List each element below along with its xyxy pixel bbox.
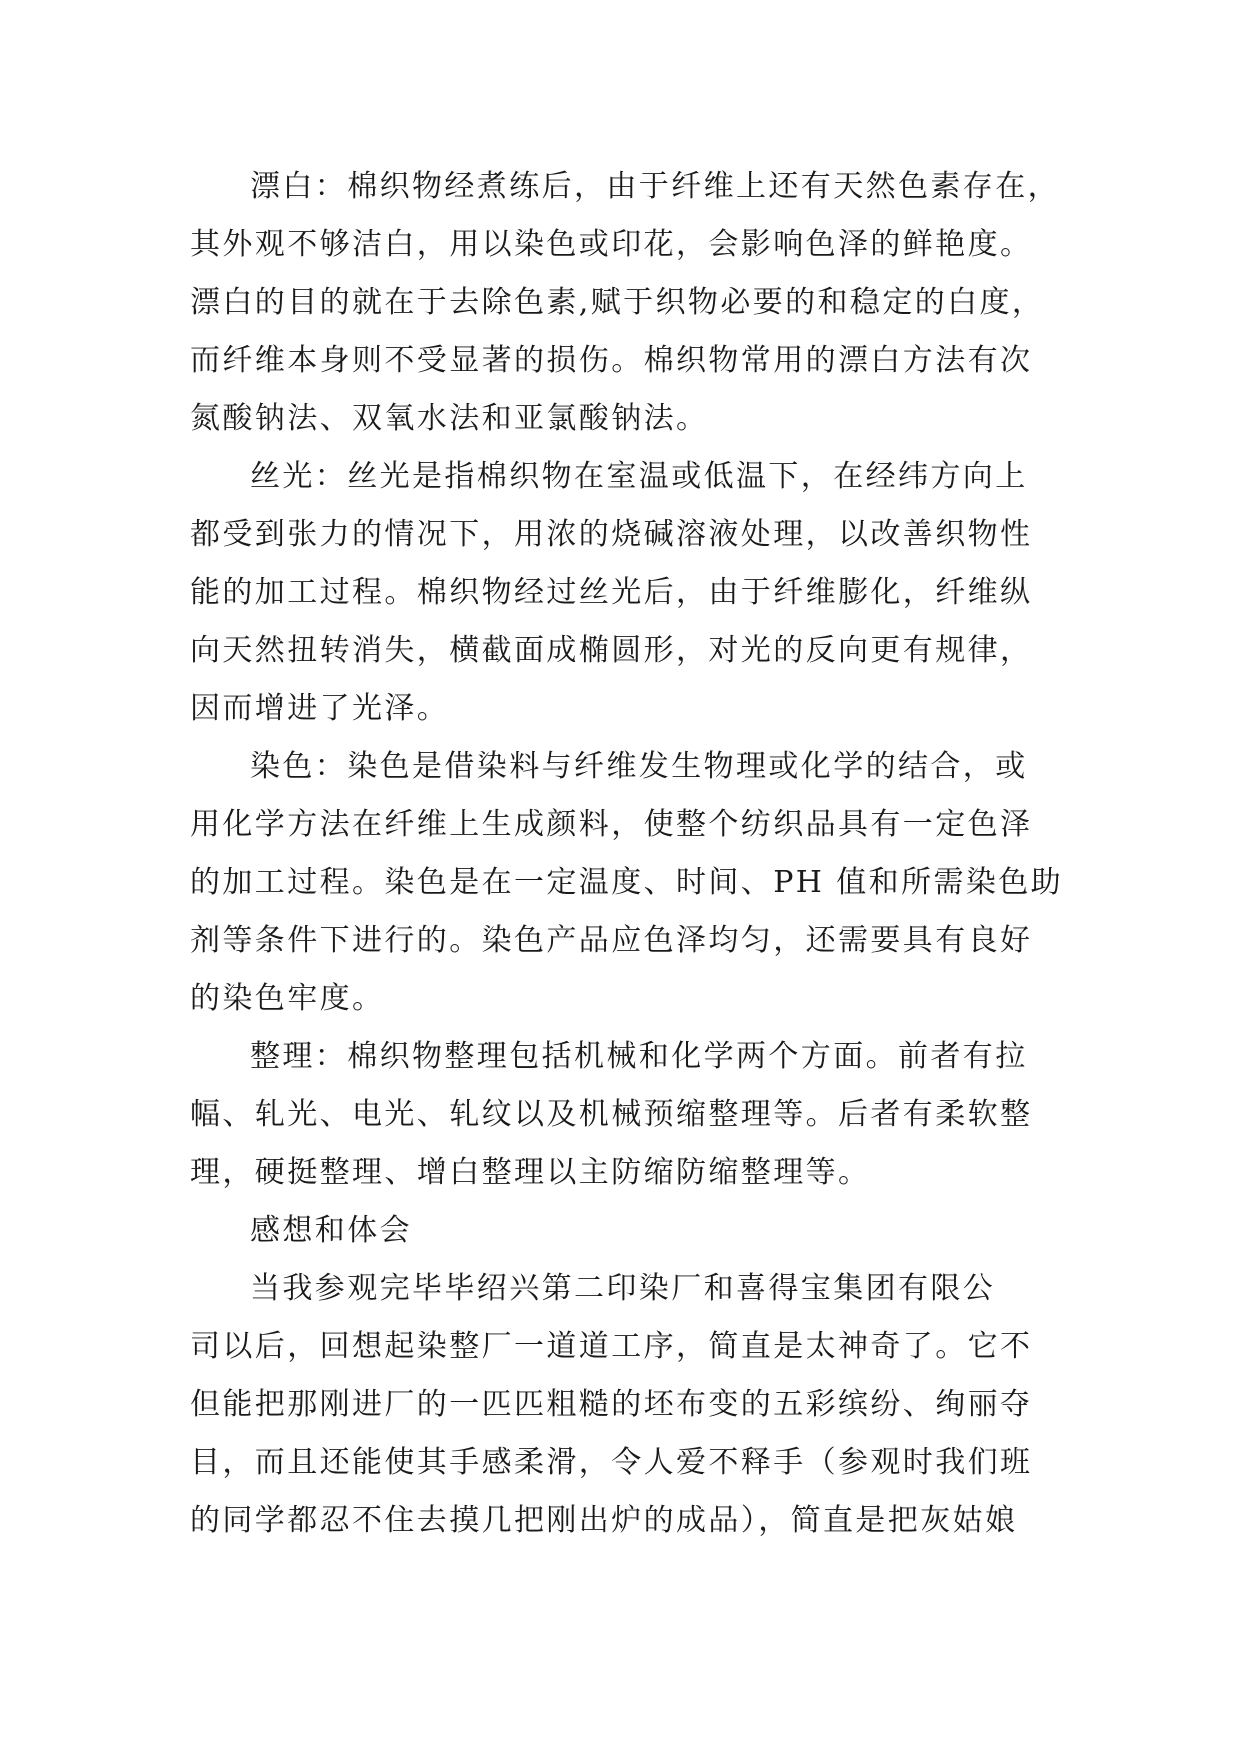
text-line: 氮酸钠法、双氧水法和亚氯酸钠法。 xyxy=(190,401,709,436)
text-line: 剂等条件下进行的。染色产品应色泽均匀，还需要具有良好 xyxy=(190,923,1033,958)
text-line: 的同学都忍不住去摸几把刚出炉的成品），简直是把灰姑娘 xyxy=(190,1503,1018,1538)
text-line: 幅、轧光、电光、轧纹以及机械预缩整理等。后者有柔软整 xyxy=(190,1097,1033,1132)
text-line: 都受到张力的情况下，用浓的烧碱溶液处理，以改善织物性 xyxy=(190,517,1033,552)
text-line: 而纤维本身则不受显著的损伤。棉织物常用的漂白方法有次 xyxy=(190,343,1033,378)
text-line: 漂白：棉织物经煮练后，由于纤维上还有天然色素存在， xyxy=(250,169,1060,204)
text-line: 但能把那刚进厂的一匹匹粗糙的坯布变的五彩缤纷、绚丽夺 xyxy=(190,1387,1033,1422)
text-line: 染色：染色是借染料与纤维发生物理或化学的结合，或 xyxy=(250,749,1028,784)
text-line: 用化学方法在纤维上生成颜料，使整个纺织品具有一定色泽 xyxy=(190,807,1033,842)
document-body xyxy=(190,158,1064,1550)
text-line: 漂白的目的就在于去除色素,赋于织物必要的和稳定的白度， xyxy=(190,285,1045,320)
text-line: 丝光：丝光是指棉织物在室温或低温下，在经纬方向上 xyxy=(250,459,1028,494)
text-line: 向天然扭转消失，横截面成椭圆形，对光的反向更有规律， xyxy=(190,633,1033,668)
text-line: 其外观不够洁白，用以染色或印花，会影响色泽的鲜艳度。 xyxy=(190,227,1033,262)
text-line: 目，而且还能使其手感柔滑，令人爱不释手（参观时我们班 xyxy=(190,1445,1033,1480)
text-line: 当我参观完毕毕绍兴第二印染厂和喜得宝集团有限公 xyxy=(250,1271,996,1306)
text-line: 的加工过程。染色是在一定温度、时间、PH 值和所需染色助 xyxy=(190,865,1064,900)
text-line: 司以后，回想起染整厂一道道工序，简直是太神奇了。它不 xyxy=(190,1329,1033,1364)
text-line: 能的加工过程。棉织物经过丝光后，由于纤维膨化，纤维纵 xyxy=(190,575,1033,610)
text-line: 整理：棉织物整理包括机械和化学两个方面。前者有拉 xyxy=(250,1039,1028,1074)
text-line: 理，硬挺整理、增白整理以主防缩防缩整理等。 xyxy=(190,1155,871,1190)
text-line: 感想和体会 xyxy=(250,1213,412,1248)
text-line: 的染色牢度。 xyxy=(190,981,385,1016)
text-line: 因而增进了光泽。 xyxy=(190,691,450,726)
